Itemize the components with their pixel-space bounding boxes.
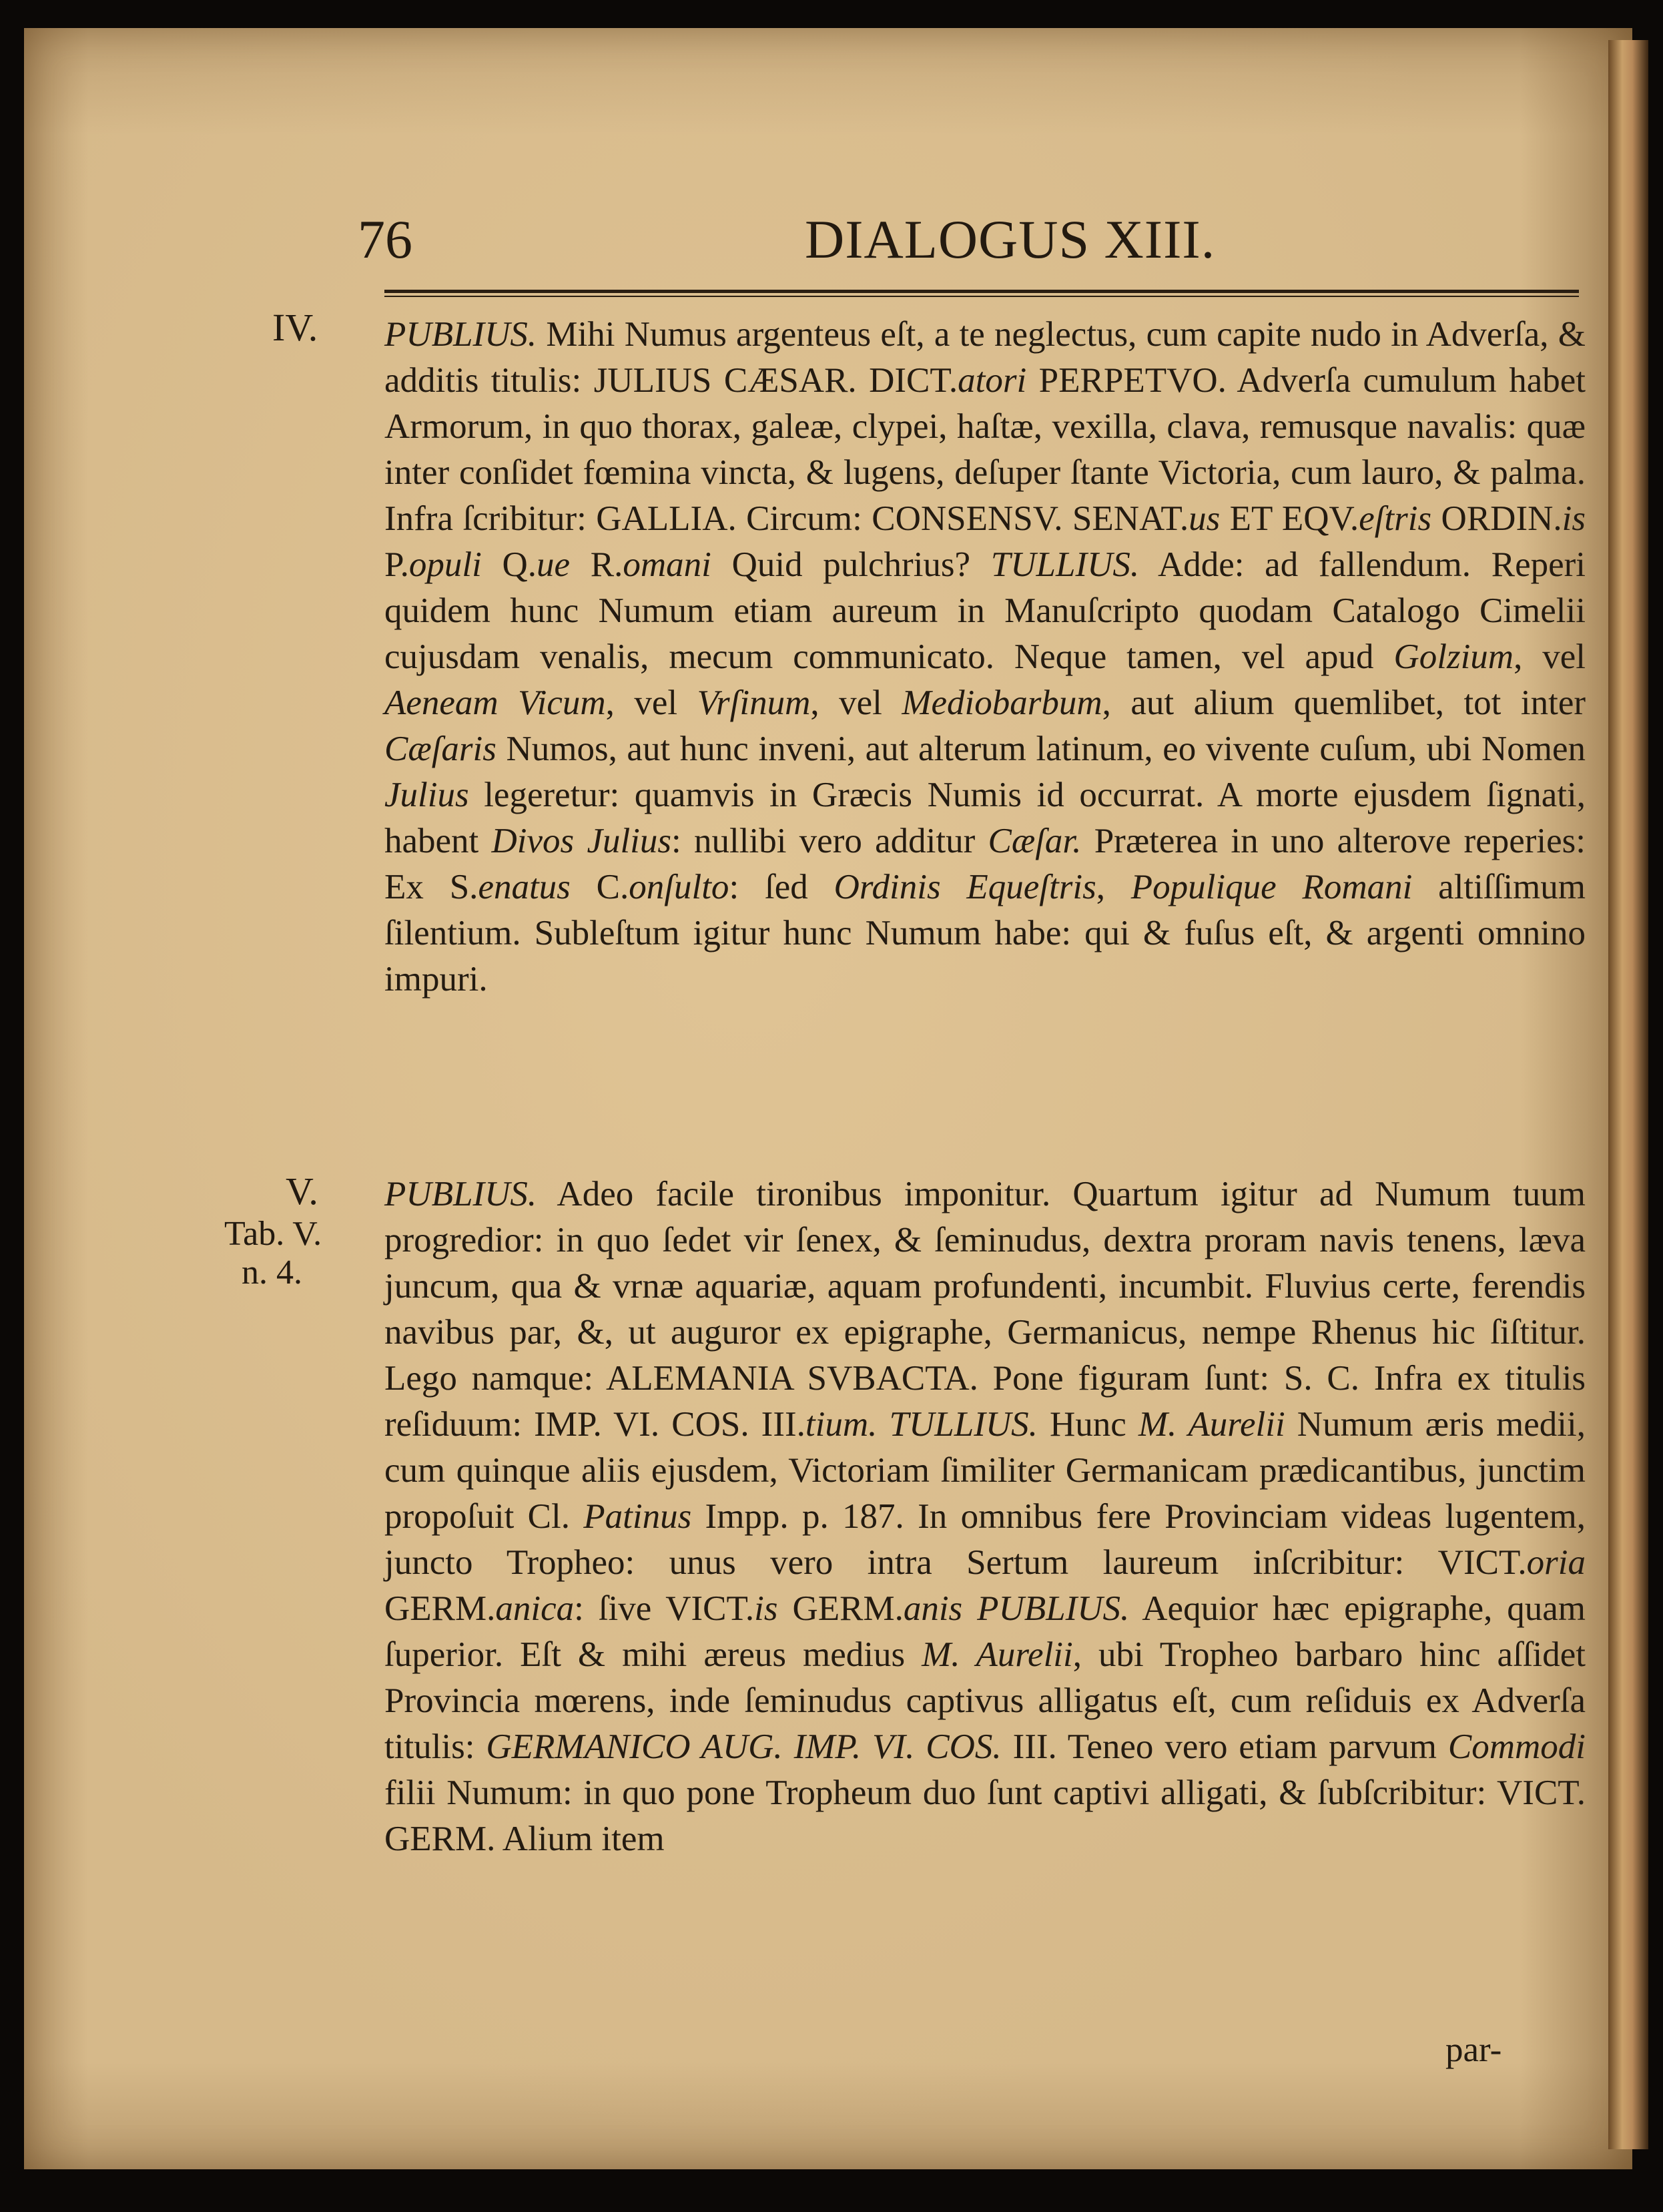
italic-text-segment: Ordinis Equeſtris [834,868,1096,906]
text-segment: , vel [810,683,902,722]
text-segment: GERM. [384,1589,496,1628]
text-segment: P. [384,545,409,584]
italic-text-segment: ue [537,545,571,584]
text-segment: Præterea in uno alterove reperies: Ex S. [384,822,1586,906]
text-segment: Numos, aut hunc inveni, aut alterum latinum, eo vivente cuſum, ubi Nomen [496,730,1586,768]
text-segment: : nullibi vero additur [671,822,988,860]
text-segment: GERM. [777,1589,904,1628]
text-segment: altiſſimum ſilentium. Subleſtum igitur hunc Numum habe: qui & fuſus eſt, & argenti omnino impuri. [384,868,1586,999]
margin-table-ref: Tab. V. [224,1215,322,1253]
text-segment: Hunc [1037,1405,1138,1444]
italic-text-segment: TULLIUS. [889,1405,1038,1444]
text-segment: , vel [605,683,697,722]
italic-text-segment: PUBLIUS. [384,1175,537,1213]
page-number: 76 [358,209,412,270]
italic-text-segment: Aeneam Vicum [384,683,606,722]
text-segment: : ſive VICT. [574,1589,755,1628]
italic-text-segment: anis [903,1589,963,1628]
text-segment: Quid pulchrius? [711,545,991,584]
italic-text-segment: Cæſar. [988,822,1082,860]
text-segment: Numum æris medii, cum quinque aliis ejusdem, Victoriam ſimiliter Germanicam prædicantibus, junctim propoſuit Cl. [384,1405,1586,1536]
paragraph-iv [384,312,1586,1003]
header-rule [384,290,1579,297]
text-segment: Mihi Numus argenteus eſt, a te neglectus, cum capite nudo in Adverſa, & additis titulis: JULIUS CÆSAR. DICT. [384,315,1586,400]
italic-text-segment: omani [623,545,711,584]
text-segment: , [1096,868,1131,906]
book-page [24,28,1632,2169]
running-title: DIALOGUS XIII. [805,209,1216,270]
text-segment: Impp. p. 187. In omnibus fere Provinciam videas lugentem, juncto Tropheo: unus vero intra Sertum laureum inſcribitur: VICT. [384,1497,1586,1582]
text-segment: , ubi Tropheo barbaro hinc aſſidet Provincia mœrens, inde ſeminudus captivus alligatus eſt, cum reſiduis ex Adverſa titulis: [384,1635,1586,1766]
catchword: par- [1445,2030,1502,2069]
margin-table-number: n. 4. [242,1254,302,1292]
italic-text-segment: Patinus [583,1497,692,1536]
italic-text-segment: oria [1526,1543,1586,1582]
italic-text-segment: Populique Romani [1130,868,1413,906]
italic-text-segment: is [1562,499,1586,538]
text-segment: Adeo facile tironibus imponitur. Quartum igitur ad Numum tuum progredior: in quo ſedet vir ſenex, & ſeminudus, dextra proram navis tenens, læva juncum, qua & vrnæ aquariæ, aquam profundenti, incumbit. Fluvius certe, ferendis navibus par, &, ut auguror ex epigraphe, Germanicus, nempe Rhenus hic ſiſtitur. Lego namque: ALEMANIA SVBACTA. Pone figuram ſunt: S. C. Infra ex titulis reſiduum: IMP. VI. COS. III. [384,1175,1586,1444]
italic-text-segment: Cæſaris [384,730,496,768]
text-segment: ORDIN. [1431,499,1562,538]
italic-text-segment: tium. [805,1405,878,1444]
italic-text-segment: Commodi [1447,1727,1586,1766]
italic-text-segment: M. Aurelii [922,1635,1073,1674]
next-page-edge [1608,40,1648,2149]
italic-text-segment: M. Aurelii [1138,1405,1285,1444]
text-segment: filii Numum: in quo pone Tropheum duo ſunt captivi alligati, & ſubſcribitur: VICT. GERM. Alium item [384,1773,1586,1858]
text-segment: , vel [1514,637,1586,676]
text-segment: III. Teneo vero etiam parvum [1001,1727,1448,1766]
text-segment: , aut alium quemlibet, tot inter [1102,683,1586,722]
text-segment [877,1405,889,1444]
italic-text-segment: PUBLIUS. [384,315,537,354]
italic-text-segment: Julius [384,776,469,814]
italic-text-segment: anica [495,1589,575,1628]
text-segment: : ſed [729,868,834,906]
italic-text-segment: Vrſinum [697,683,811,722]
italic-text-segment: PUBLIUS. [977,1589,1130,1628]
italic-text-segment: eſtris [1359,499,1432,538]
italic-text-segment: TULLIUS. [990,545,1140,584]
italic-text-segment: GERMANICO AUG. IMP. VI. COS. [486,1727,1002,1766]
italic-text-segment: Mediobarbum [902,683,1102,722]
text-segment: C. [570,868,629,906]
italic-text-segment: Divos Julius [491,822,672,860]
text-segment: legeretur: quamvis in Græcis Numis id occurrat. A morte ejusdem ſignati, habent [384,776,1586,860]
text-segment [962,1589,977,1628]
text-segment: R. [570,545,623,584]
italic-text-segment: atori [958,361,1027,400]
italic-text-segment: us [1189,499,1221,538]
text-segment: Adde: ad fallendum. Reperi quidem hunc Numum etiam aureum in Manuſcripto quodam Catalogo Cimelii cujusdam venalis, mecum communicato. Neque tamen, vel apud [384,545,1586,676]
italic-text-segment: opuli [408,545,482,584]
margin-section-v: V. [286,1169,318,1213]
italic-text-segment: enatus [478,868,571,906]
italic-text-segment: is [754,1589,778,1628]
text-segment: Q. [481,545,537,584]
paragraph-v [384,1171,1586,1862]
italic-text-segment: Golzium [1393,637,1514,676]
text-segment: ET EQV. [1220,499,1359,538]
text-segment: PERPETVO. Adverſa cumulum habet Armorum, in quo thorax, galeæ, clypei, haſtæ, vexilla, clava, remusque navalis: quæ inter conſidet fœmina vincta, & lugens, deſuper ſtante Victoria, cum lauro, & palma. Infra ſcribitur: GALLIA. Circum: CONSENSV. SENAT. [384,361,1586,538]
margin-section-iv: IV. [272,306,318,349]
text-segment: Aequior hæc epigraphe, quam ſuperior. Eſt & mihi æreus medius [384,1589,1586,1674]
italic-text-segment: onſulto [629,868,729,906]
